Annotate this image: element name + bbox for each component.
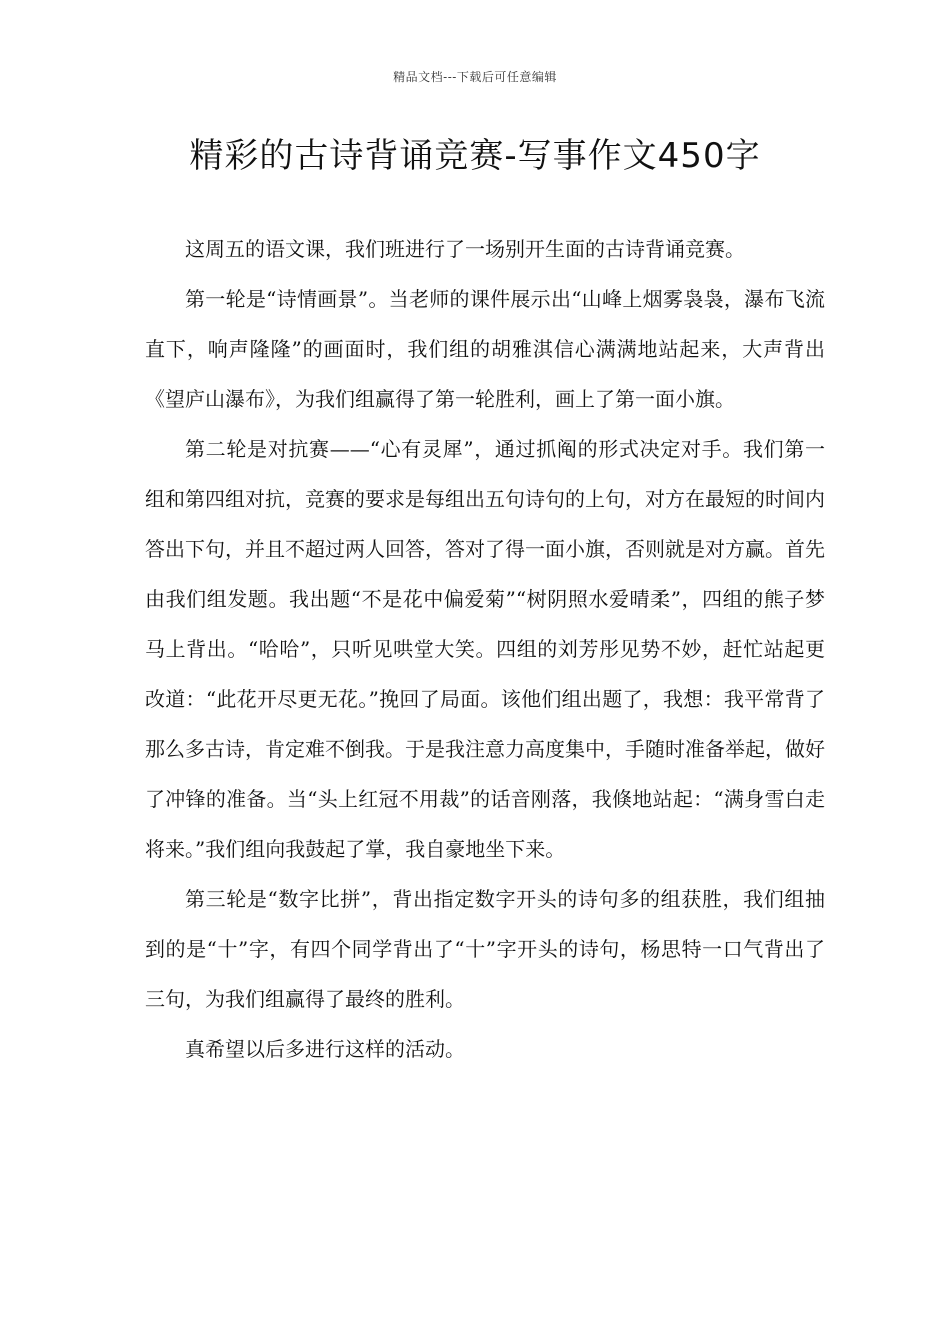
paragraph: 第三轮是“数字比拼”，背出指定数字开头的诗句多的组获胜，我们组抽到的是“十”字，有四个同学背出了“十”字开头的诗句，杨思特一口气背出了三句，为我们组赢得了最终的胜利。 — [145, 887, 825, 1011]
document-body — [145, 224, 825, 1074]
paragraph: 第一轮是“诗情画景”。当老师的课件展示出“山峰上烟雾袅袅，瀑布飞流直下，响声隆隆”的画面时，我们组的胡雅淇信心满满地站起来，大声背出《望庐山瀑布》，为我们组赢得了第一轮胜利，画上了第一面小旗。 — [145, 287, 825, 411]
document-title: 精彩的古诗背诵竞赛-写事作文450字 — [189, 136, 761, 176]
header-note: 精品文档---下载后可任意编辑 — [393, 70, 557, 84]
paragraph: 这周五的语文课，我们班进行了一场别开生面的古诗背诵竞赛。 — [185, 237, 745, 261]
paragraph: 真希望以后多进行这样的活动。 — [185, 1037, 465, 1061]
paragraph: 第二轮是对抗赛——“心有灵犀”，通过抓阄的形式决定对手。我们第一组和第四组对抗，竞赛的要求是每组出五句诗句的上句，对方在最短的时间内答出下句，并且不超过两人回答，答对了得一面小旗，否则就是对方赢。首先由我们组发题。我出题“不是花中偏爱菊”“树阴照水爱晴柔”，四组的熊子梦马上背出。“哈哈”，只听见哄堂大笑。四组的刘芳彤见势不妙，赶忙站起更改道：“此花开尽更无花。”挽回了局面。该他们组出题了，我想：我平常背了那么多古诗，肯定难不倒我。于是我注意力高度集中，手随时准备举起，做好了冲锋的准备。当“头上红冠不用裁”的话音刚落，我倏地站起：“满身雪白走将来。”我们组向我鼓起了掌，我自豪地坐下来。 — [145, 437, 825, 861]
